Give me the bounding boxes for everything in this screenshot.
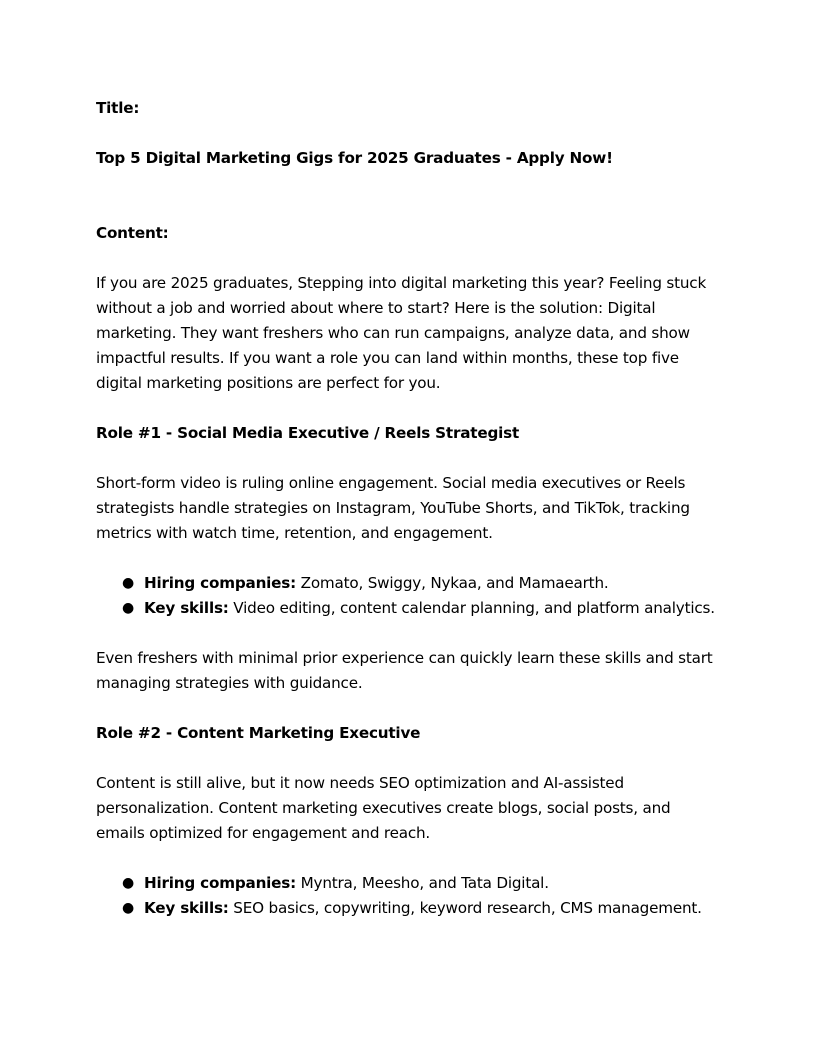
content-label: Content: (96, 224, 169, 242)
spacer (96, 621, 720, 646)
bullet-label: Key skills: (144, 599, 229, 617)
spacer (96, 546, 720, 571)
list-item (96, 871, 720, 896)
bullet-label: Hiring companies: (144, 574, 296, 592)
role1-description: Short-form video is ruling online engagement. Social media executives or Reels strategists handle strategies on Instagram, YouTube Shorts, and TikTok, tracking metrics with watch time, retention, and engagement. (96, 474, 690, 542)
spacer (96, 446, 720, 471)
role1-heading: Role #1 - Social Media Executive / Reels Strategist (96, 424, 520, 442)
spacer (96, 396, 720, 421)
bullet-icon: ● (122, 900, 135, 916)
bullet-label: Key skills: (144, 899, 229, 917)
spacer (96, 171, 720, 196)
bullet-icon: ● (122, 875, 135, 891)
bullet-icon: ● (122, 600, 135, 616)
list-item (96, 896, 720, 921)
role1-closing: Even freshers with minimal prior experience can quickly learn these skills and start managing strategies with guidance. (96, 649, 713, 692)
role1-bullet-list (96, 571, 720, 621)
role2-heading: Role #2 - Content Marketing Executive (96, 724, 421, 742)
role2-description: Content is still alive, but it now needs SEO optimization and AI-assisted personalization. Content marketing executives create blogs, social posts, and emails optimized for engagement and reach. (96, 774, 671, 842)
spacer (96, 746, 720, 771)
intro-paragraph: If you are 2025 graduates, Stepping into digital marketing this year? Feeling stuck without a job and worried about where to start? Here is the solution: Digital marketing. They want freshers who can run campaigns, analyze data, and show impactful results. If you want a role you can land within months, these top five digital marketing positions are perfect for you. (96, 274, 707, 392)
list-item (96, 571, 720, 596)
spacer (96, 196, 720, 221)
bullet-text: Zomato, Swiggy, Nykaa, and Mamaearth. (296, 574, 609, 592)
bullet-text: Myntra, Meesho, and Tata Digital. (296, 874, 549, 892)
bullet-label: Hiring companies: (144, 874, 296, 892)
spacer (96, 696, 720, 721)
spacer (96, 246, 720, 271)
spacer (96, 121, 720, 146)
title-label: Title: (96, 99, 140, 117)
bullet-text: Video editing, content calendar planning, and platform analytics. (228, 599, 715, 617)
document-page (96, 96, 720, 921)
spacer (96, 846, 720, 871)
headline: Top 5 Digital Marketing Gigs for 2025 Graduates - Apply Now! (96, 149, 613, 167)
role2-bullet-list (96, 871, 720, 921)
bullet-text: SEO basics, copywriting, keyword research, CMS management. (228, 899, 702, 917)
bullet-icon: ● (122, 575, 135, 591)
list-item (96, 596, 720, 621)
